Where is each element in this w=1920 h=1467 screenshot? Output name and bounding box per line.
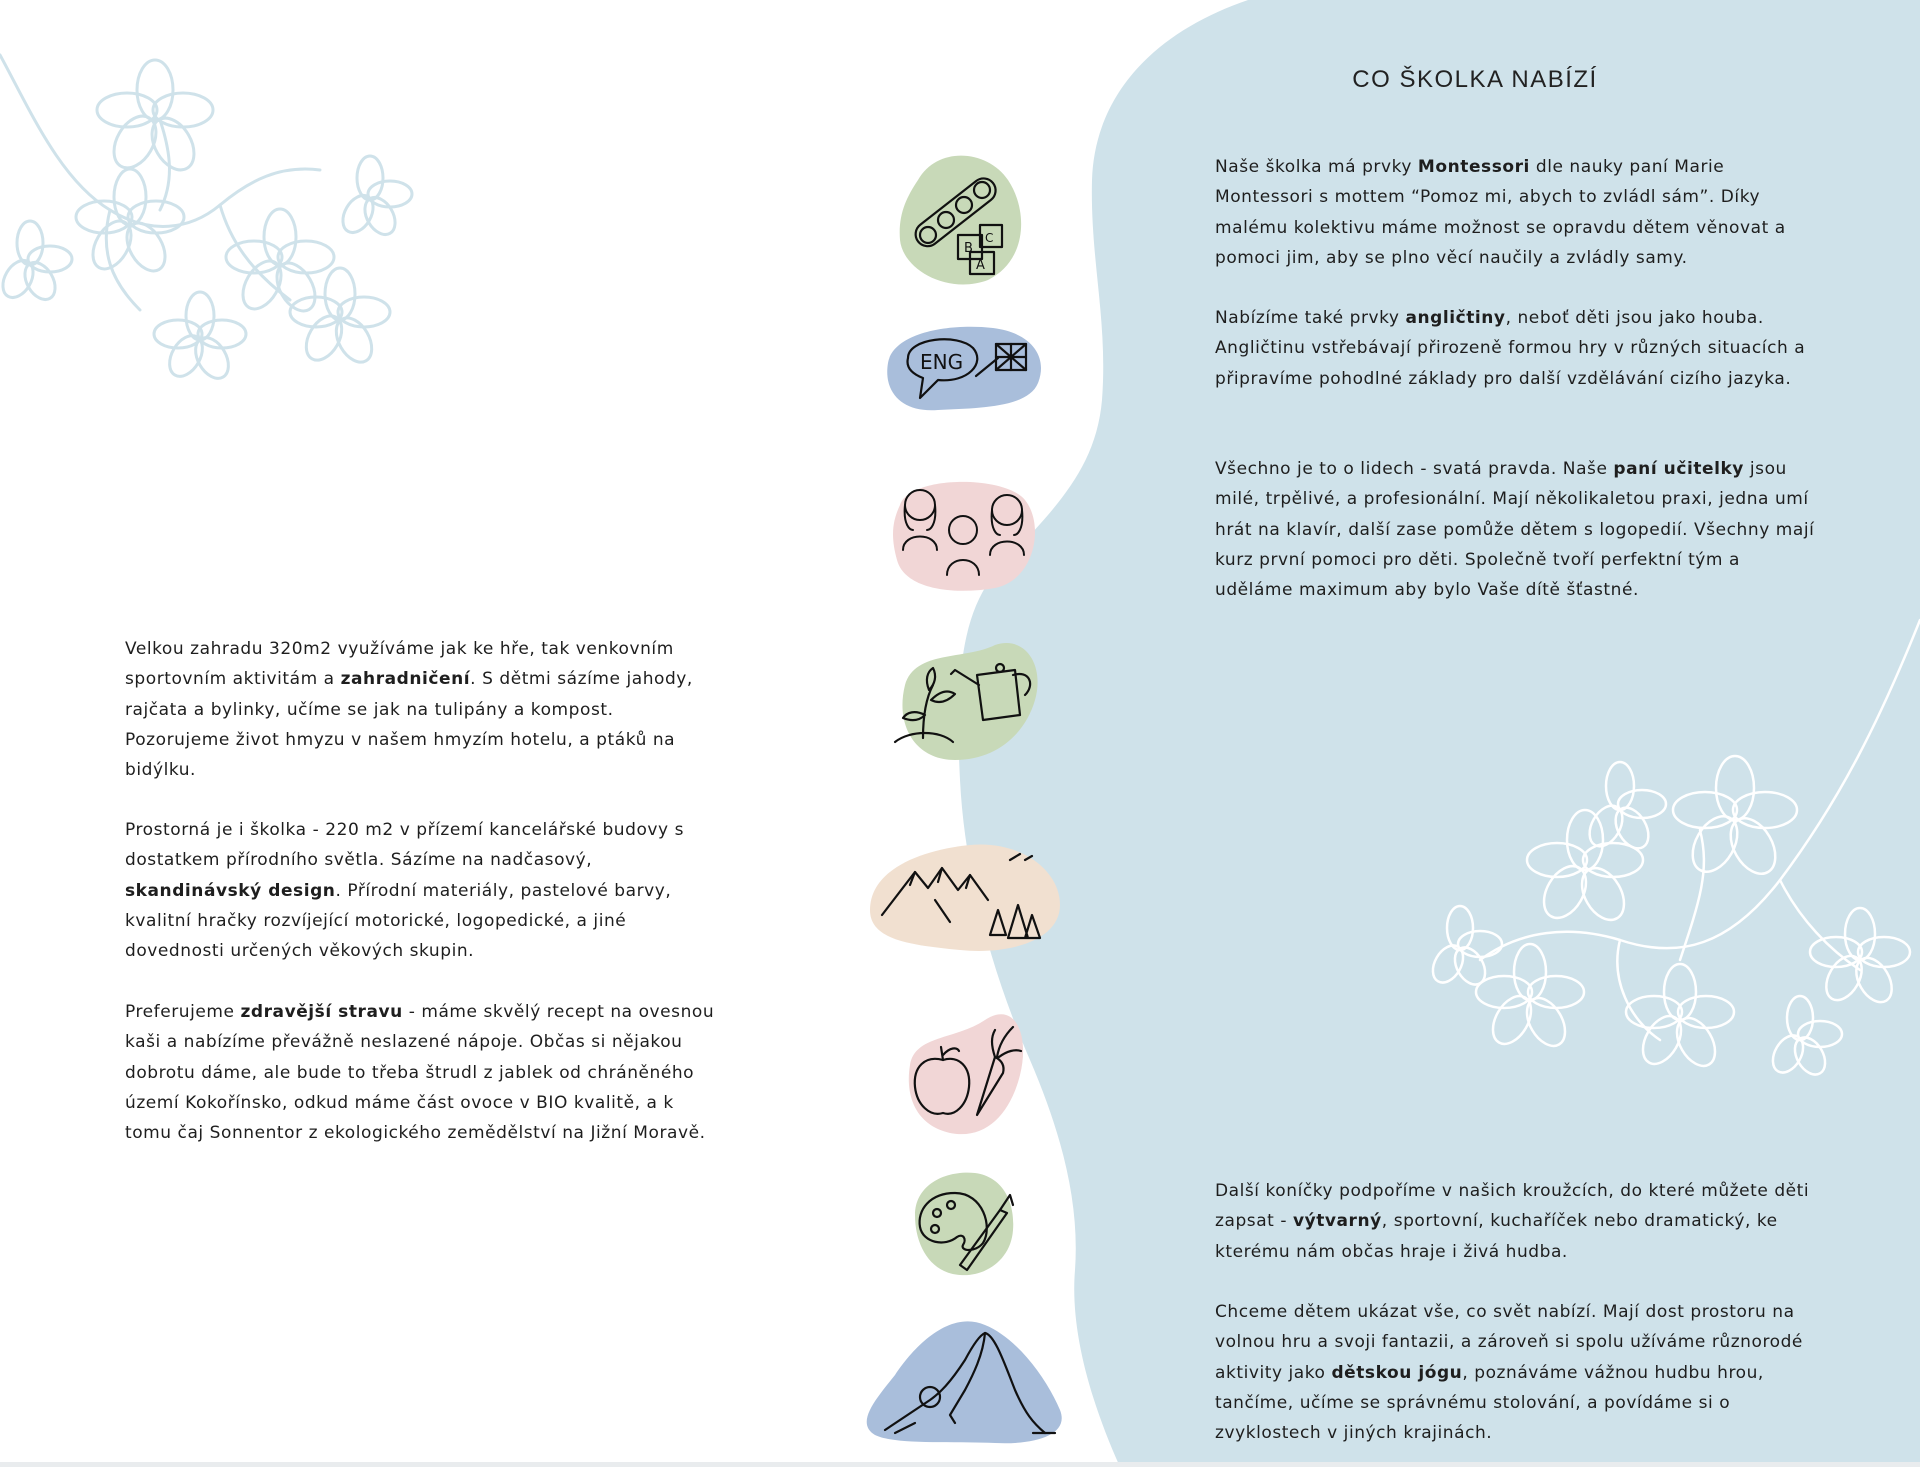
text-run: , poznáváme vážnou hudbu hrou, tančíme, učíme se správnému stolování, a povídáme si o zvyklostech v jiných krajinách. [1215,1362,1764,1444]
text-run: Chceme dětem ukázat vše, co svět nabízí. Mají dost prostoru na volnou hru a svoji fantazii, a zároveň si spolu užíváme různorodé aktivity jako [1215,1302,1803,1383]
paragraph-hobbies [1215,1176,1815,1267]
eng-label: ENG [920,350,964,374]
bold-text: dětskou jógu [1331,1362,1463,1383]
text-run: dle nauky paní Marie Montessori s mottem “Pomoz mi, abych to zvládl sám”. Díky malému kolektivu máme možnost se opravdu dětem věnovat a pomoci jim, aby se plno věcí naučily a zvládly samy. [1215,157,1786,268]
bold-text: Montessori [1417,157,1530,177]
text-run: Preferujeme [125,1002,241,1022]
mountains-icon [860,830,1065,955]
text-run: Prostorná je i školka - 220 m2 v přízemí kancelářské budovy s dostatkem přírodního světla. Sázíme na nadčasový, [125,820,685,871]
text-run: , neboť děti jsou jako houba. Angličtinu vstřebávají přirozeně formou hry v různých situacích a připravíme pohodlné základy pro další vzdělávání cizího jazyka. [1215,308,1806,389]
bold-text: paní učitelky [1613,459,1744,479]
bold-text: zdravější stravu [240,1002,403,1022]
bold-text: výtvarný [1292,1211,1382,1232]
paragraph-food [125,997,715,1148]
text-run: Velkou zahradu 320m2 využíváme jak ke hře, tak venkovním sportovním aktivitám a [125,639,674,690]
paragraph-montessori [1215,152,1815,273]
paragraph-activities [1215,1297,1815,1448]
healthy-food-icon [895,1005,1030,1140]
text-run: - máme skvělý recept na ovesnou kaši a nabízíme převážně neslazené nápoje. Občas si nějakou dobrotu dáme, ale bude to třeba štrudl z jablek od chráněného území Kokořínsko, odkud máme část ovoce v BIO kvalitě, a k tomu čaj Sonnentor z ekologického zemědělství na Jižní Moravě. [125,1002,715,1144]
text-run: , sportovní, kuchaříček nebo dramatický, ke kterému nám občas hraje i živá hudba. [1215,1211,1778,1262]
montessori-blocks-icon [888,140,1038,290]
paragraph-english [1215,303,1815,394]
bottom-scroll-edge [0,1462,1920,1467]
text-run: jsou milé, trpělivé, a profesionální. Mají několikaletou praxi, jedna umí hrát na klavír, další zase pomůže dětem s logopedií. Všechny mají kurz první pomoci pro děti. Společně tvoří perfektní tým a uděláme maximum aby bylo Vaše dítě šťastné. [1215,459,1815,601]
svg-text:C: C [985,231,994,245]
bold-text: skandinávský design [125,880,336,901]
teachers-icon [885,470,1040,595]
text-run: Další koníčky podpoříme v našich kroužcích, do které můžete děti zapsat - [1215,1181,1810,1232]
text-run: . Přírodní materiály, pastelové barvy, kvalitní hračky rozvíjející motorické, logopedické, a jiné dovednosti určených věkových skupin. [125,880,672,962]
text-run: Nabízíme také prvky [1215,308,1406,328]
yoga-icon [855,1305,1070,1445]
left-flower-illustration [0,55,412,384]
english-flag-icon [878,318,1048,418]
bold-text: zahradničení [340,669,471,690]
text-run: Všechno je to o lidech - svatá pravda. Naše [1215,459,1614,479]
paragraph-teachers [1215,454,1815,605]
paragraph-interior [125,815,715,966]
text-run: Naše školka má prvky [1215,157,1418,177]
art-palette-icon [905,1165,1020,1280]
gardening-icon [885,630,1040,765]
text-run: . S dětmi sázíme jahody, rajčata a bylinky, učíme se jak na tulipány a kompost. Pozorujeme život hmyzu v našem hmyzím hotelu, a ptáků na bidýlku. [125,669,693,781]
svg-text:B: B [964,241,973,256]
paragraph-garden [125,634,715,785]
section-heading: CO ŠKOLKA NABÍZÍ [1352,66,1598,93]
bold-text: angličtiny [1405,308,1506,328]
svg-text:A: A [976,258,985,273]
